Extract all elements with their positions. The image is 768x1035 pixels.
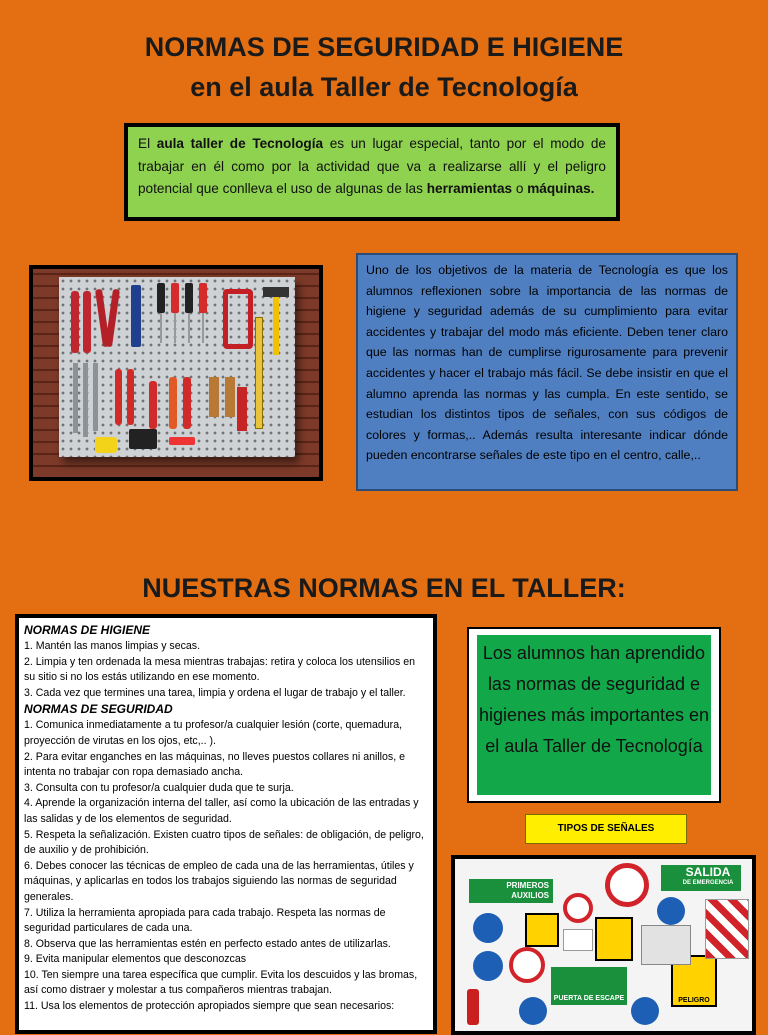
summary-box (467, 627, 721, 803)
objectives-box: Uno de los objetivos de la materia de Tecnología es que los alumnos reflexionen sobre la importancia de las normas de higiene y seguridad además de su cumplimiento para evitar accidentes y trabajar del modo más eficiente. Deben tener claro que las normas han de cumplirse rigurosamente para prevenir accidentes y hacer el trabajo más fácil. Se debe insistir en que el alumno aprenda las normas y las cumpla. En este sentido, se estudian los distintos tipos de señales, con sus códigos de colores y formas,.. Además resulta interesante indicar dónde pueden encontrarse señales de este tipo en el centro, calle,.. (356, 253, 738, 491)
screwdriver-icon (174, 313, 176, 343)
main-title-line1: NORMAS DE SEGURIDAD E HIGIENE (144, 32, 624, 62)
pliers-icon (83, 291, 91, 353)
ruler-icon (255, 317, 263, 429)
intro-bold-1: aula taller de Tecnología (156, 136, 324, 151)
screwdriver-icon (202, 313, 204, 343)
safety-item: 9. Evita manipular elementos que desconozcas (24, 953, 247, 966)
hex-keys-icon (129, 429, 157, 449)
danger-label: PELIGRO (678, 997, 710, 1004)
first-aid-sign (469, 879, 553, 903)
safety-item: 2. Para evitar enganches en las máquinas, no lleves puestos collares ni anillos, e intenta no trabajar con ropa demasiado ancha. (24, 750, 406, 779)
hammer-icon (273, 293, 279, 355)
intro-box (124, 123, 620, 221)
summary-text: Los alumnos han aprendido las normas de seguridad e higienes más importantes en el aula Taller de Tecnología (477, 635, 711, 795)
wrench-icon (73, 363, 78, 433)
pliers-icon (127, 369, 134, 425)
wrench-icon (93, 363, 98, 431)
screwdriver-icon (157, 283, 165, 313)
intro-text-1: El (138, 136, 157, 151)
prohibition-sign-icon (605, 863, 649, 907)
escape-door-label: PUERTA DE ESCAPE (553, 995, 625, 1002)
cutter-icon (169, 437, 195, 445)
signs-label: TIPOS DE SEÑALES (525, 814, 687, 844)
screwdriver-icon (188, 313, 190, 343)
screwdriver-icon (199, 283, 207, 313)
mandatory-sign-icon (657, 897, 685, 925)
prohibition-sign-icon (563, 893, 593, 923)
main-title-line2: en el aula Taller de Tecnología (190, 72, 578, 102)
mandatory-sign-icon (519, 997, 547, 1025)
scraper-icon (237, 387, 247, 431)
pliers-icon (169, 377, 177, 429)
safety-heading: NORMAS DE SEGURIDAD (24, 702, 173, 717)
intro-bold-3: máquinas. (527, 181, 595, 196)
info-sign (641, 925, 691, 965)
pliers-icon (183, 377, 191, 429)
pliers-icon (149, 381, 157, 429)
pliers-icon (71, 291, 79, 353)
mandatory-sign-icon (473, 913, 503, 943)
screwdriver-icon (160, 313, 162, 343)
mandatory-sign-icon (631, 997, 659, 1025)
intro-text-2: es un lugar especial, tanto por el modo de trabajar en él como por la actividad que va a realizarse allí y el peligro potencial que conlleva el uso de algunas de las (138, 136, 606, 196)
mandatory-sign-icon (473, 951, 503, 981)
screwdriver-icon (185, 283, 193, 313)
fire-extinguisher-icon (467, 989, 479, 1025)
saw-icon (223, 289, 253, 349)
safety-item: 10. Ten siempre una tarea específica que cumplir. Evita los descuidos y las bromas, así como distraer y molestar a tus compañeros mientras trabajan. (24, 968, 418, 997)
warning-sign-icon (525, 913, 559, 947)
tape-measure-icon (95, 437, 117, 453)
exit-label: SALIDA (685, 865, 731, 879)
hazard-stripe-sign (705, 899, 749, 959)
safety-item: 5. Respeta la señalización. Existen cuatro tipos de señales: de obligación, de peligro, de auxilio y de prohibición. (24, 828, 424, 857)
hygiene-item: 2. Limpia y ten ordenada la mesa mientras trabajas: retira y coloca los utensilios en su sitio si no los estás utilizando en ese momento. (24, 655, 415, 684)
safety-item: 4. Aprende la organización interna del taller, así como la ubicación de las entradas y las salidas y de los elementos de seguridad. (24, 797, 419, 825)
tools-photo (29, 265, 323, 481)
rules-box (15, 614, 437, 1034)
wrench-icon (83, 363, 88, 437)
signs-image (451, 855, 756, 1035)
emergency-exit-sign (661, 865, 741, 891)
info-sign (563, 929, 593, 951)
pliers-icon (115, 369, 122, 425)
riveter-icon (131, 285, 141, 347)
section-title: NUESTRAS NORMAS EN EL TALLER: (142, 573, 626, 603)
intro-text-3: o (512, 181, 528, 196)
hygiene-item: 3. Cada vez que termines una tarea, limpia y ordena el lugar de trabajo y el taller. (24, 686, 406, 699)
safety-item: 8. Observa que las herramientas estén en perfecto estado antes de utilizarlas. (24, 937, 391, 950)
intro-bold-2: herramientas (426, 181, 513, 196)
first-aid-label-2: AUXILIOS (511, 891, 549, 900)
safety-item: 6. Debes conocer las técnicas de empleo de cada una de las herramientas, útiles y máquinas, y aplicarlas en todos los trabajos siguiendo las normas de seguridad generales. (24, 859, 414, 903)
exit-sublabel: DE EMERGENCIA (682, 880, 734, 886)
warning-sign-icon (595, 917, 633, 961)
safety-item: 7. Utiliza la herramienta apropiada para cada trabajo. Respeta las normas de seguridad particulares de cada una. (24, 906, 386, 935)
pegboard (59, 277, 295, 457)
pliers-icon (105, 289, 120, 347)
brush-icon (209, 377, 219, 417)
safety-item: 3. Consulta con tu profesor/a cualquier duda que te surja. (24, 781, 294, 794)
hammer-icon (263, 287, 289, 297)
safety-item: 11. Usa los elementos de protección apropiados siempre que sean necesarios: (24, 1000, 395, 1013)
prohibition-sign-icon (509, 947, 545, 983)
safety-item: 1. Comunica inmediatamente a tu profesor/a cualquier lesión (corte, quemadura, proyección de virutas en los ojos, etc,.. ). (24, 719, 403, 747)
hygiene-heading: NORMAS DE HIGIENE (24, 623, 151, 637)
escape-door-sign (551, 967, 627, 1005)
hygiene-item: 1. Mantén las manos limpias y secas. (24, 640, 201, 652)
screwdriver-icon (171, 283, 179, 313)
brush-icon (225, 377, 235, 417)
first-aid-label: PRIMEROS (506, 881, 549, 890)
